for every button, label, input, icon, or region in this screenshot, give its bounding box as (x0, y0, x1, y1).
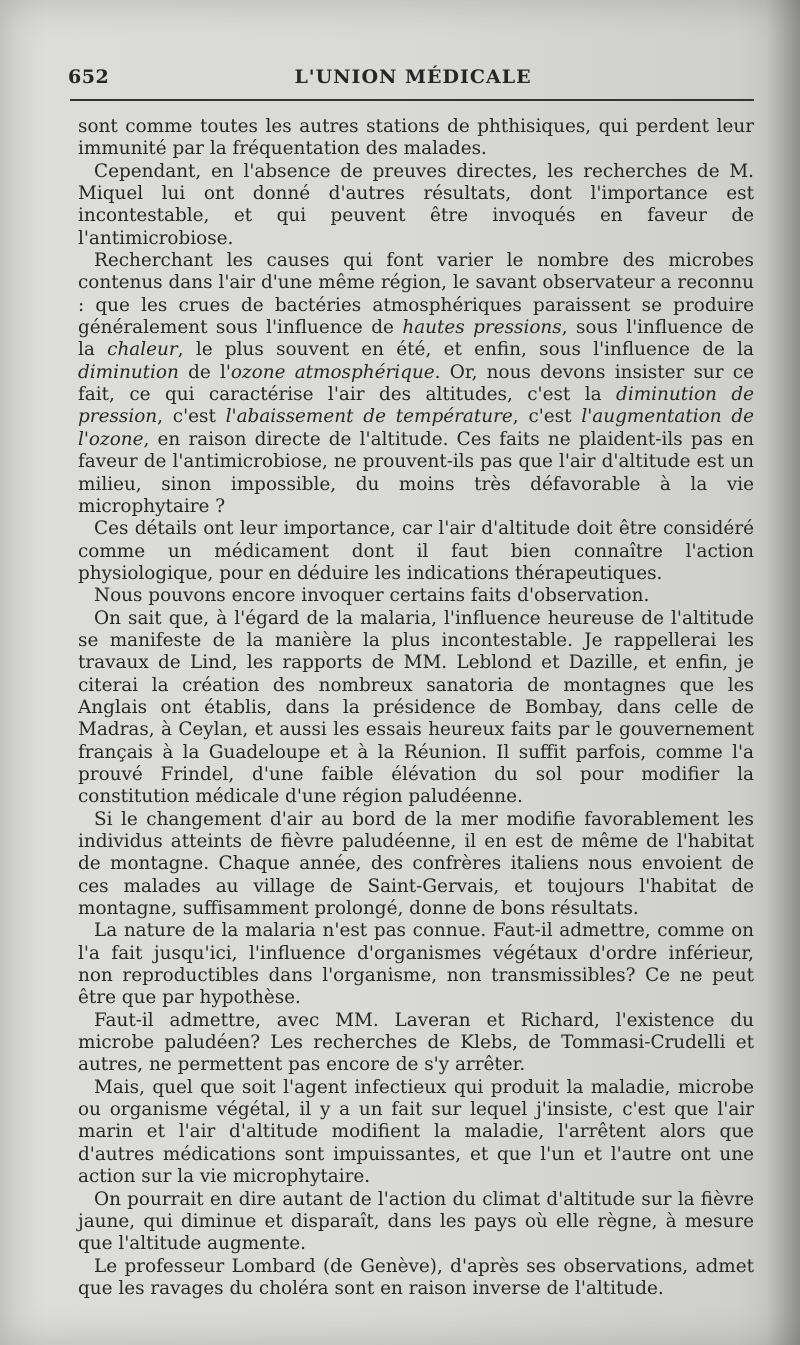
paragraph: Cependant, en l'absence de preuves directes, les recherches de M. Miquel lui ont donné d'autres résultats, dont l'importance est incontestable, et qui peuvent être invoqués en faveur de l'antimicrobiose. (78, 160, 754, 249)
paragraph: Faut-il admettre, avec MM. Laveran et Richard, l'existence du microbe paludéen? Les recherches de Klebs, de Tommasi-Crudelli et autres, ne permettent pas encore de s'y arrêter. (78, 1009, 754, 1076)
text-run: . Or, nous devons insister sur ce fait, ce qui caractérise l'air des altitudes, c'est la (78, 361, 754, 406)
body-text (78, 116, 754, 1300)
paragraph: Ces détails ont leur importance, car l'air d'altitude doit être considéré comme un médicament dont il faut bien connaître l'action physiologique, pour en déduire les indications thérapeutiques. (78, 518, 754, 584)
text-run: , c'est (157, 406, 226, 428)
text-run: , c'est (512, 406, 582, 428)
paragraph: La nature de la malaria n'est pas connue. Faut-il admettre, comme on l'a fait jusqu'ici, l'influence d'organismes végétaux d'ordre inférieur, non reproductibles dans l'organisme, non transmissibles? Ce ne peut être que par hypothèse. (78, 920, 754, 1009)
italic-run: diminution (78, 361, 179, 383)
page-number: 652 (68, 66, 110, 88)
text-run: , le plus souvent en été, et enfin, sous l'influence de la (177, 339, 754, 361)
text-run: de l' (178, 361, 231, 383)
page-header (68, 66, 758, 96)
italic-run: diminution de pression (78, 384, 754, 428)
running-head: L'UNION MÉDICALE (294, 66, 532, 88)
paragraph: On sait que, à l'égard de la malaria, l'influence heureuse de l'altitude se manifeste de la manière la plus incontestable. Je rappellerai les travaux de Lind, les rapports de MM. Leblond et Dazille, et enfin, je citerai la création des nombreux sanatoria de montagnes que les Anglais ont établis, dans la présidence de Bombay, dans celle de Madras, à Ceylan, et aussi les essais heureux faits par le gouvernement français à la Guadeloupe et à la Réunion. Il suffit parfois, comme l'a prouvé Frindel, d'une faible élévation du sol pour modifier la constitution médicale d'une région paludéenne. (78, 607, 754, 808)
text-run: Recherchant les causes qui font varier le nombre des microbes contenus dans l'air d'une même région, le savant observateur a reconnu : que les crues de bactéries atmosphériques paraissent se produire généralement sous l'influence de (78, 250, 754, 339)
italic-run: l'augmentation de l'ozone (78, 406, 755, 450)
paragraph: sont comme toutes les autres stations de phthisiques, qui perdent leur immunité par la fréquentation des malades. (78, 116, 754, 160)
paragraph: Mais, quel que soit l'agent infectieux qui produit la maladie, microbe ou organisme végétal, il y a un fait sur lequel j'insiste, c'est que l'air marin et l'air d'altitude modifient la maladie, l'arrêtent alors que d'autres médications sont impuissantes, et que l'un et l'autre ont une action sur la vie microphytaire. (78, 1076, 754, 1188)
page-edge-shadow (766, 0, 800, 1345)
paragraph: Le professeur Lombard (de Genève), d'après ses observations, admet que les ravages du choléra sont en raison inverse de l'altitude. (78, 1255, 754, 1299)
paragraph (78, 250, 754, 518)
italic-run: chaleur (107, 339, 178, 361)
italic-run: ozone atmosphérique (230, 361, 435, 383)
text-run: , sous l'influence de la (78, 317, 754, 361)
header-rule (70, 99, 754, 101)
paragraph: Nous pouvons encore invoquer certains faits d'observation. (94, 585, 650, 607)
paragraph: On pourrait en dire autant de l'action du climat d'altitude sur la fièvre jaune, qui diminue et disparaît, dans les pays où elle règne, à mesure que l'altitude augmente. (78, 1188, 754, 1255)
text-run: , en raison directe de l'altitude. Ces faits ne plaident-ils pas en faveur de l'antimicrobiose, ne prouvent-ils pas que l'air d'altitude est un milieu, sinon impossible, du moins très défavorable à la vie microphytaire ? (78, 428, 754, 517)
paragraph: Si le changement d'air au bord de la mer modifie favorablement les individus atteints de fièvre paludéenne, il en est de même de l'habitat de montagne. Chaque année, des confrères italiens nous envoient de ces malades au village de Saint-Gervais, et toujours l'habitat de montagne, suffisamment prolongé, donne de bons résultats. (78, 808, 754, 920)
italic-run: hautes pressions (402, 317, 562, 339)
italic-run: l'abaissement de température (225, 406, 513, 428)
